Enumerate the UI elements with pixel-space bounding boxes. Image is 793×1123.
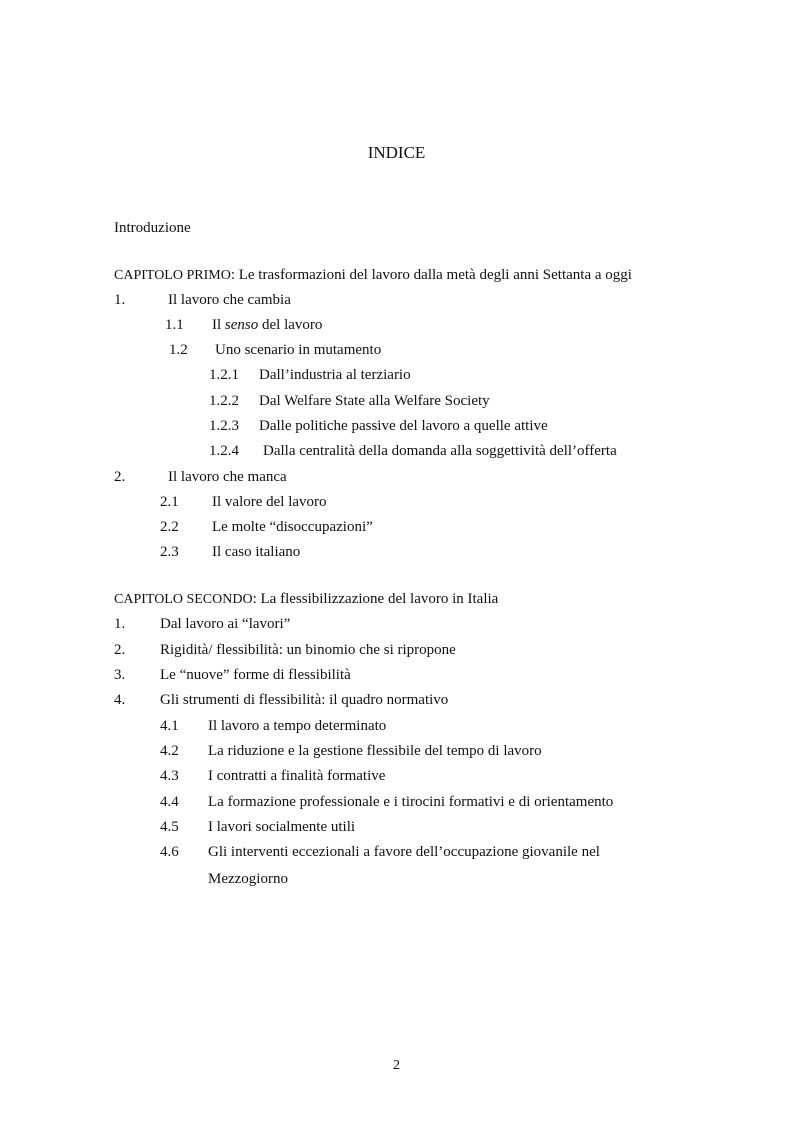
toc-entry: Il lavoro che manca — [168, 469, 287, 485]
chapter-label: CAPITOLO PRIMO — [114, 268, 231, 283]
chapter-label: CAPITOLO SECONDO — [114, 592, 253, 607]
toc-entry: I contratti a finalità formative — [208, 768, 386, 784]
toc-entry: Dall’industria al terziario — [259, 367, 411, 383]
toc-number: 1.2 — [169, 342, 188, 358]
toc-entry: Dalla centralità della domanda alla soggettività dell’offerta — [263, 443, 617, 459]
toc-entry: Il valore del lavoro — [212, 494, 327, 510]
toc-number: 2. — [114, 469, 126, 485]
toc-entry-introduction: Introduzione — [114, 220, 191, 236]
emphasis: senso — [224, 317, 259, 333]
toc-entry: Dal lavoro ai “lavori” — [160, 616, 291, 632]
toc-number: 4.6 — [160, 844, 179, 860]
toc-entry: Il senso del lavoro — [212, 317, 323, 333]
toc-entry: Il lavoro a tempo determinato — [208, 718, 387, 734]
toc-entry: La riduzione e la gestione flessibile del tempo di lavoro — [208, 743, 542, 759]
toc-entry: Il lavoro che cambia — [168, 292, 291, 308]
toc-number: 4.1 — [160, 718, 179, 734]
toc-number: 4. — [114, 692, 126, 708]
toc-number: 2.1 — [160, 494, 179, 510]
toc-entry: Rigidità/ flessibilità: un binomio che si ripropone — [160, 642, 456, 658]
toc-number: 1.1 — [165, 317, 184, 333]
toc-number: 1.2.4 — [209, 443, 239, 459]
toc-number: 4.4 — [160, 794, 179, 810]
chapter-title: : Le trasformazioni del lavoro dalla metà degli anni Settanta a oggi — [230, 267, 632, 283]
toc-entry: Gli interventi eccezionali a favore dell’occupazione giovanile nel — [208, 844, 600, 860]
toc-number: 2.2 — [160, 519, 179, 535]
toc-number: 4.5 — [160, 819, 179, 835]
toc-entry: Gli strumenti di flessibilità: il quadro normativo — [160, 692, 449, 708]
toc-entry: Le “nuove” forme di flessibilità — [160, 667, 351, 683]
toc-number: 1.2.2 — [209, 393, 239, 409]
toc-number: 3. — [114, 667, 126, 683]
chapter-heading-1 — [114, 265, 632, 286]
toc-number: 1. — [114, 292, 126, 308]
page-title: INDICE — [367, 143, 426, 162]
chapter-title: : La flessibilizzazione del lavoro in Italia — [252, 591, 499, 607]
toc-entry: Il caso italiano — [212, 544, 301, 560]
toc-entry: La formazione professionale e i tirocini formativi e di orientamento — [208, 794, 614, 810]
toc-number: 2. — [114, 642, 126, 658]
toc-number: 4.2 — [160, 743, 179, 759]
toc-number: 2.3 — [160, 544, 179, 560]
toc-entry: I lavori socialmente utili — [208, 819, 356, 835]
toc-number: 4.3 — [160, 768, 179, 784]
toc-entry: Dal Welfare State alla Welfare Society — [259, 393, 490, 409]
toc-number: 1.2.1 — [209, 367, 239, 383]
chapter-heading-2 — [114, 589, 498, 610]
toc-number: 1.2.3 — [209, 418, 239, 434]
toc-entry-continuation: Mezzogiorno — [208, 871, 288, 887]
toc-entry: Le molte “disoccupazioni” — [212, 519, 373, 535]
toc-number: 1. — [114, 616, 126, 632]
toc-entry: Dalle politiche passive del lavoro a quelle attive — [259, 418, 548, 434]
toc-entry: Uno scenario in mutamento — [215, 342, 382, 358]
page-number: 2 — [393, 1058, 400, 1073]
